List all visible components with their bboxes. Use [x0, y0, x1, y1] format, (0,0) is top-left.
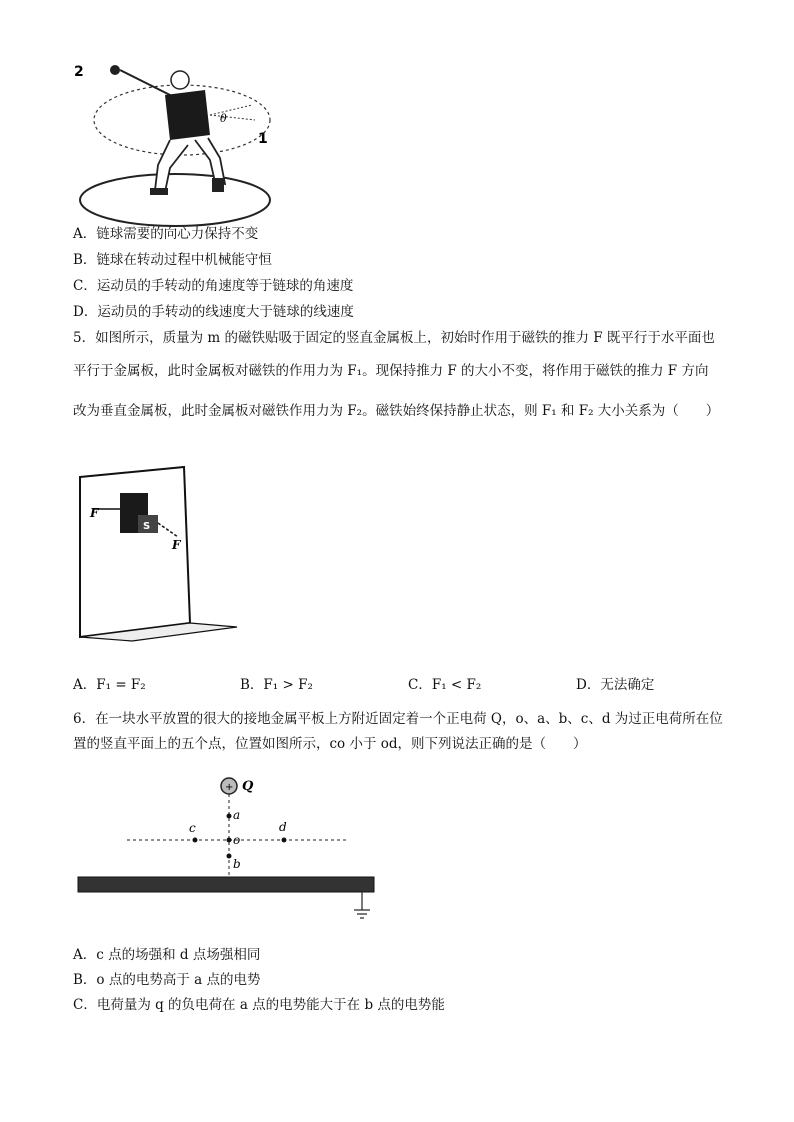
plus-sign: +	[225, 782, 234, 793]
q5-stem-line3: 改为垂直金属板，此时金属板对磁铁作用力为 F₂。磁铁始终保持静止状态，则 F₁ 和 F₂ 大小关系为（ ）	[73, 403, 720, 419]
q5-option-b: B．F₁ > F₂	[240, 677, 313, 693]
hammer-throw-figure	[70, 60, 290, 235]
point-c-label: c	[189, 821, 196, 835]
charge-q-label: Q	[242, 779, 254, 794]
label-1: 1	[258, 131, 268, 147]
q4-option-a: A．链球需要的向心力保持不变	[73, 226, 259, 242]
q5-stem-line1: 5．如图所示，质量为 m 的磁铁贴吸于固定的竖直金属板上，初始时作用于磁铁的推力 F 既平行于水平面也	[73, 330, 715, 346]
q5-option-d: D．无法确定	[576, 677, 655, 693]
q6-stem-line1: 6．在一块水平放置的很大的接地金属平板上方附近固定着一个正电荷 Q，o、a、b、c、d 为过正电荷所在位	[73, 711, 723, 727]
q6-option-c: C．电荷量为 q 的负电荷在 a 点的电势能大于在 b 点的电势能	[73, 997, 445, 1013]
point-d-label: d	[279, 820, 287, 834]
q4-option-c: C．运动员的手转动的角速度等于链球的角速度	[73, 278, 354, 294]
point-b-label: b	[233, 857, 241, 871]
pole-s-label: S	[143, 521, 151, 532]
q6-option-b: B．o 点的电势高于 a 点的电势	[73, 972, 261, 988]
force-right-label: F	[172, 538, 181, 552]
force-left-label: F	[90, 506, 99, 520]
q5-option-c: C．F₁ < F₂	[408, 677, 482, 693]
q5-option-a: A．F₁ = F₂	[73, 677, 146, 693]
q4-option-b: B．链球在转动过程中机械能守恒	[73, 252, 272, 268]
q5-stem-line2: 平行于金属板，此时金属板对磁铁的作用力为 F₁。现保持推力 F 的大小不变，将作用于磁铁的推力 F 方向	[73, 363, 709, 379]
magnet-plate-figure	[72, 465, 252, 650]
point-a-label: a	[233, 808, 241, 822]
point-o-label: o	[233, 833, 241, 847]
q6-option-a: A．c 点的场强和 d 点场强相同	[73, 947, 261, 963]
label-2: 2	[74, 64, 84, 80]
charge-plate-figure	[72, 770, 382, 930]
q6-stem-line2: 置的竖直平面上的五个点，位置如图所示，co 小于 od，则下列说法正确的是（ ）	[73, 736, 587, 752]
angle-label: θ	[220, 112, 227, 125]
q4-option-d: D．运动员的手转动的线速度大于链球的线速度	[73, 304, 354, 320]
